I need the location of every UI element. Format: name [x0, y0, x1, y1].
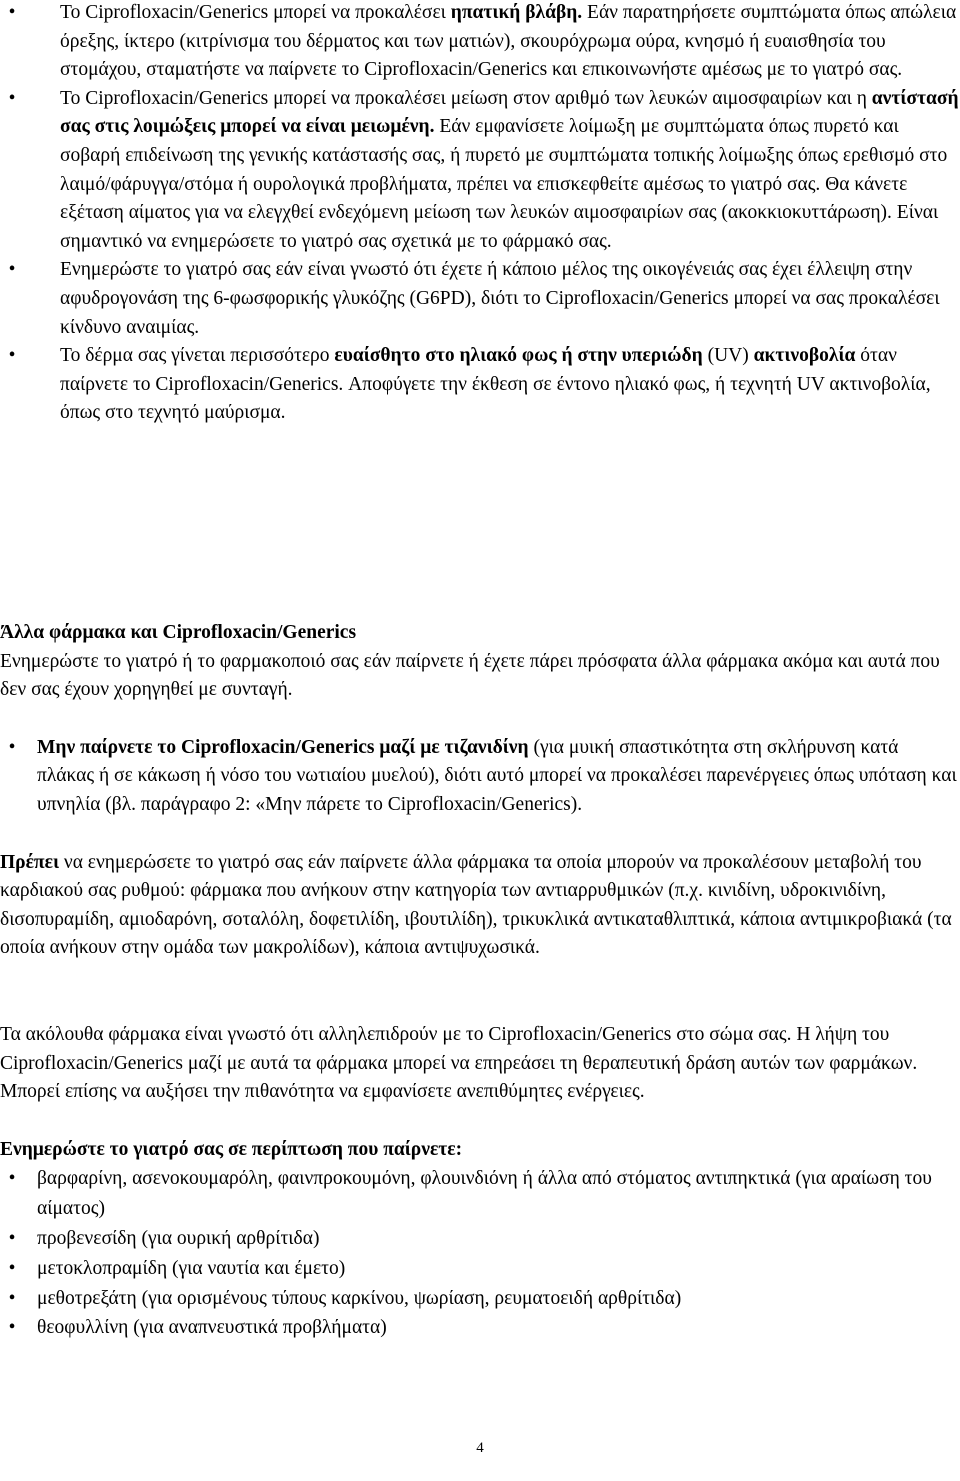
list-item-text: θεοφυλλίνη (για αναπνευστικά προβλήματα) — [37, 1317, 387, 1339]
bullet-icon: • — [8, 1227, 16, 1249]
list-item — [0, 1224, 960, 1254]
bullet-icon: • — [8, 1257, 16, 1279]
bullet-icon: • — [8, 1287, 16, 1309]
list-item-text: βαρφαρίνη, ασενοκουμαρόλη, φαινπροκουμόνη, φλουινδιόνη ή άλλα από στόματος αντιπηκτικά (για αραίωση του αίματος) — [37, 1168, 932, 1220]
list-item — [0, 1284, 960, 1314]
list-item-text: μεθοτρεξάτη (για ορισμένους τύπους καρκίνου, ψωρίαση, ρευματοειδή αρθρίτιδα) — [37, 1287, 682, 1309]
warning-sun-sensitivity-text: Το δέρμα σας γίνεται περισσότερο ευαίσθητο στο ηλιακό φως ή στην υπεριώδη (UV) ακτινοβολία όταν παίρνετε το Ciprofloxacin/Generics. Αποφύγετε την έκθεση σε έντονο ηλιακό φως, ή τεχνητή UV ακτινοβολία, όπως στο τεχνητό μαύρισμα. — [60, 345, 931, 424]
tizanidine-warning — [0, 734, 960, 820]
list-item — [0, 1254, 960, 1284]
bold-emphasis: Μην παίρνετε το Ciprofloxacin/Generics μαζί με τιζανιδίνη — [37, 736, 529, 758]
bold-emphasis: ηπατική βλάβη. — [450, 2, 583, 23]
bullet-icon: • — [8, 736, 16, 758]
warning-g6pd-text: Ενημερώστε το γιατρό σας εάν είναι γνωστό ότι έχετε ή κάποιο μέλος της οικογένειάς σας έχει έλλειψη στην αφυδρογονάση της 6-φωσφορικής γλυκόζης (G6PD), διότι το Ciprofloxacin/Generics μπορεί να σας προκαλέσει κίνδυνο αναιμίας. — [60, 259, 940, 338]
bullet-icon: • — [8, 1168, 16, 1190]
bullet-icon: • — [8, 259, 16, 281]
bullet-icon: • — [8, 87, 16, 109]
tizanidine-warning-text: Μην παίρνετε το Ciprofloxacin/Generics μαζί με τιζανιδίνη (για μυική σπαστικότητα στη σκλήρυνση κατά πλάκας ή σε κάκωση ή νόσο του νωτιαίου μυελού), διότι αυτό μπορεί να προκαλέσει παρενέργειες όπως υπόταση και υπνηλία (βλ. παράγραφο 2: «Μην πάρετε το Ciprofloxacin/Generics). — [37, 736, 957, 815]
tizanidine-list — [0, 734, 960, 820]
bold-emphasis: ακτινοβολία — [753, 345, 856, 367]
inform-list — [0, 1164, 960, 1343]
inform-heading: Ενημερώστε το γιατρό σας σε περίπτωση που παίρνετε: — [0, 1138, 463, 1160]
bullet-icon: • — [8, 345, 16, 367]
interactions-paragraph: Τα ακόλουθα φάρμακα είναι γνωστό ότι αλληλεπιδρούν με το Ciprofloxacin/Generics στο σώμα σας. Η λήψη του Ciprofloxacin/Generics μαζί με αυτά τα φάρμακα μπορεί να επηρεάσει τη θεραπευτική δράση αυτών των φαρμάκων. Μπορεί επίσης να αυξήσει την πιθανότητα να εμφανίσετε ανεπιθύμητες ενέργειες. — [0, 1023, 918, 1103]
bold-emphasis: ευαίσθητο στο ηλιακό φως ή στην υπεριώδη — [334, 345, 703, 367]
warning-liver-text: Το Ciprofloxacin/Generics μπορεί να προκαλέσει ηπατική βλάβη. Εάν παρατηρήσετε συμπτώματα όπως απώλεια όρεξης, ίκτερο (κιτρίνισμα του δέρματος και των ματιών), σκουρόχρωμα ούρα, κνησμό ή ευαισθησία του στομάχου, σταματήστε να παίρνετε το Ciprofloxacin/Generics και επικοινωνήστε αμέσως με το γιατρό σας. — [60, 2, 957, 81]
warning-sun-sensitivity — [0, 342, 960, 428]
page-number: 4 — [476, 1440, 484, 1456]
bullet-icon: • — [8, 2, 16, 23]
bullet-icon: • — [8, 1317, 16, 1339]
warning-white-cells-text: Το Ciprofloxacin/Generics μπορεί να προκαλέσει μείωση στον αριθμό των λευκών αιμοσφαιρίων και η αντίστασή σας στις λοιμώξεις μπορεί να είναι μειωμένη. Εάν εμφανίσετε λοίμωξη με συμπτώματα όπως πυρετό και σοβαρή επιδείνωση της γενικής κατάστασής σας, ή πυρετό με συμπτώματα τοπικής λοίμωξης όπως ερεθισμό στο λαιμό/φάρυγγα/στόμα ή ουρολογικά προβλήματα, πρέπει να επισκεφθείτε αμέσως το γιατρό σας. Θα κάνετε εξέταση αίματος για να ελεγχθεί ενδεχόμενη μείωση των λευκών αιμοσφαιρίων σας (ακοκκιοκυττάρωση). Είναι σημαντικό να ενημερώσετε το γιατρό σας σχετικά με το φάρμακό σας. — [60, 87, 959, 252]
list-item-text: προβενεσίδη (για ουρική αρθρίτιδα) — [37, 1227, 320, 1249]
list-item-text: μετοκλοπραμίδη (για ναυτία και έμετο) — [37, 1257, 346, 1279]
other-medicines-section — [0, 619, 960, 1343]
warning-white-cells — [0, 85, 960, 257]
section-heading: Άλλα φάρμακα και Ciprofloxacin/Generics — [0, 622, 357, 643]
list-item — [0, 1164, 960, 1224]
must-inform-paragraph — [0, 849, 960, 963]
must-inform-text: Πρέπει να ενημερώσετε το γιατρό σας εάν παίρνετε άλλα φάρμακα τα οποία μπορούν να προκαλέσουν μεταβολή του καρδιακού σας ρυθμού: φάρμακα που ανήκουν στην κατηγορία των αντιαρρυθμικών (π.χ. κινιδίνη, υδροκινιδίνη, δισοπυραμίδη, αμιοδαρόνη, σοταλόλη, δοφετιλίδη, ιβουτιλίδη), τρικυκλικά αντικαταθλιπτικά, κάποια αντιμικροβιακά (τα οποία ανήκουν στην ομάδα των μακρολίδων), κάποια αντιψυχωσικά. — [0, 851, 952, 959]
bold-emphasis: Πρέπει — [0, 851, 59, 873]
list-item — [0, 1313, 960, 1343]
bold-emphasis: αντίστασή σας στις λοιμώξεις μπορεί να είναι μειωμένη. — [60, 87, 959, 138]
warning-g6pd — [0, 256, 960, 342]
warning-liver — [0, 0, 960, 85]
warnings-list — [0, 0, 960, 428]
section-intro: Ενημερώστε το γιατρό ή το φαρμακοποιό σας εάν παίρνετε ή έχετε πάρει πρόσφατα άλλα φάρμακα ακόμα και αυτά που δεν σας έχουν χορηγηθεί με συνταγή. — [0, 650, 940, 701]
